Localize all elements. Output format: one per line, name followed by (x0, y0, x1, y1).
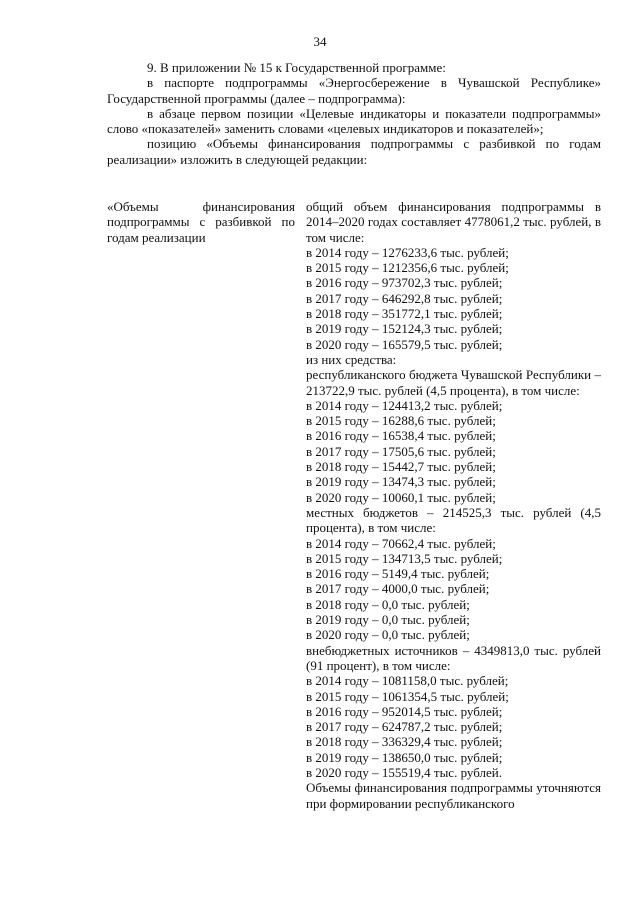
financing-line: общий объем финансирования подпрограммы в 2014–2020 годах составляет 4778061,2 тыс. рублей, в том числе: (306, 199, 601, 245)
financing-line: в 2014 году – 70662,4 тыс. рублей; (306, 535, 496, 551)
financing-line: местных бюджетов – 214525,3 тыс. рублей (4,5 процента), в том числе: (306, 504, 601, 536)
financing-line: в 2014 году – 124413,2 тыс. рублей; (306, 397, 503, 413)
financing-line: в 2016 году – 952014,5 тыс. рублей; (306, 703, 503, 719)
table-right-cell (306, 199, 601, 811)
intro-paragraph: позицию «Объемы финансирования подпрограммы с разбивкой по годам реализации» изложить в следующей редакции: (107, 136, 601, 167)
financing-line: в 2019 году – 138650,0 тыс. рублей; (306, 749, 503, 765)
financing-line: в 2019 году – 152124,3 тыс. рублей; (306, 321, 503, 337)
intro-paragraph: в абзаце первом позиции «Целевые индикаторы и показатели подпрограммы» слово «показателей» заменить словами «целевых индикаторов и показателей»; (107, 105, 601, 137)
financing-line: из них средства: (306, 351, 397, 367)
financing-line: республиканского бюджета Чувашской Республики – 213722,9 тыс. рублей (4,5 процента), в том числе: (306, 367, 601, 398)
table-left-cell: «Объемы финансирования подпрограммы с разбивкой по годам реализации (107, 199, 295, 245)
intro-paragraph: 9. В приложении № 15 к Государственной программе: (147, 60, 446, 75)
financing-line: в 2015 году – 134713,5 тыс. рублей; (306, 550, 503, 566)
financing-line: в 2018 году – 0,0 тыс. рублей; (306, 596, 470, 612)
financing-line: в 2014 году – 1276233,6 тыс. рублей; (306, 244, 509, 260)
financing-line: в 2018 году – 15442,7 тыс. рублей; (306, 459, 496, 475)
financing-line: в 2016 году – 973702,3 тыс. рублей; (306, 275, 503, 291)
financing-line: в 2018 году – 336329,4 тыс. рублей; (306, 734, 503, 750)
intro-paragraph: в паспорте подпрограммы «Энергосбережение в Чувашской Республике» Государственной программы (далее – подпрограмма): (107, 75, 601, 106)
financing-line: в 2016 году – 5149,4 тыс. рублей; (306, 566, 490, 582)
financing-line: в 2017 году – 4000,0 тыс. рублей; (306, 581, 490, 597)
financing-line: в 2020 году – 165579,5 тыс. рублей; (306, 336, 503, 352)
financing-line: в 2019 году – 0,0 тыс. рублей; (306, 612, 470, 628)
financing-line: в 2019 году – 13474,3 тыс. рублей; (306, 474, 496, 490)
intro-text (107, 60, 601, 167)
financing-line: Объемы финансирования подпрограммы уточняются при формировании республиканского (306, 780, 601, 811)
financing-line: в 2018 году – 351772,1 тыс. рублей; (306, 306, 503, 322)
financing-line: в 2014 году – 1081158,0 тыс. рублей; (306, 673, 509, 689)
financing-line: в 2016 году – 16538,4 тыс. рублей; (306, 428, 496, 444)
financing-line: в 2020 году – 155519,4 тыс. рублей. (306, 764, 502, 780)
financing-line: внебюджетных источников – 4349813,0 тыс. рублей (91 процент), в том числе: (306, 642, 601, 673)
financing-line: в 2017 году – 624787,2 тыс. рублей; (306, 719, 503, 735)
financing-line: в 2015 году – 1061354,5 тыс. рублей; (306, 688, 509, 704)
page-number: 34 (313, 34, 327, 49)
financing-line: в 2017 году – 646292,8 тыс. рублей; (306, 290, 503, 306)
financing-line: в 2015 году – 16288,6 тыс. рублей; (306, 413, 496, 429)
financing-line: в 2020 году – 10060,1 тыс. рублей; (306, 489, 496, 505)
financing-line: в 2015 году – 1212356,6 тыс. рублей; (306, 260, 509, 276)
financing-line: в 2020 году – 0,0 тыс. рублей; (306, 627, 470, 643)
financing-line: в 2017 году – 17505,6 тыс. рублей; (306, 443, 496, 459)
